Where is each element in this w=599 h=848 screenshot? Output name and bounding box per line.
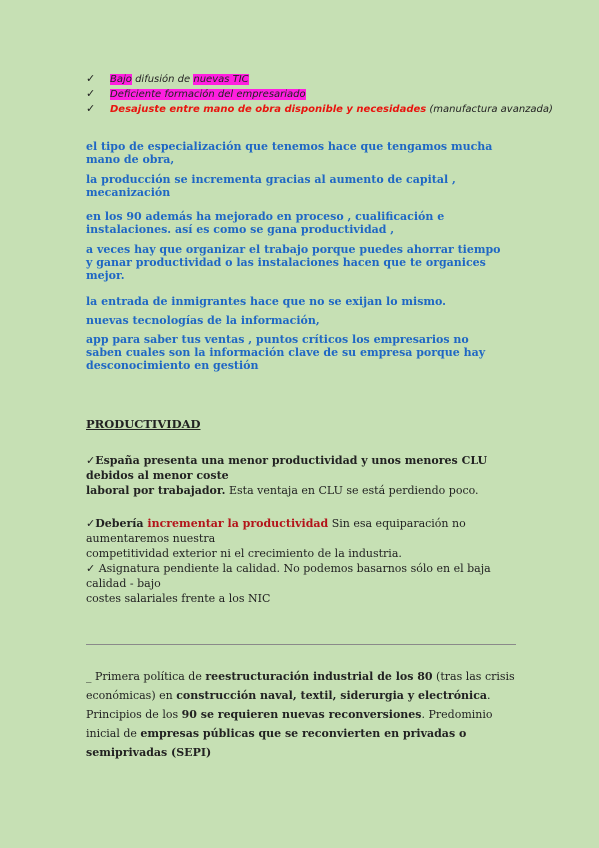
- check-icon: ✓: [86, 517, 96, 530]
- bullet-text: difusión de: [131, 74, 194, 85]
- highlighted-text: nuevas TIC: [193, 74, 249, 85]
- note-line: nuevas tecnologías de la información,: [86, 314, 320, 327]
- check-icon: ✓: [86, 102, 96, 115]
- bullet-item: [86, 87, 306, 100]
- check-icon: ✓: [86, 87, 96, 100]
- body-text: costes salariales frente a los NIC: [86, 592, 271, 605]
- red-bold-text: incrementar la productividad: [147, 517, 329, 530]
- bold-text: España presenta una menor productividad y unos menores CLU debidos al menor coste: [86, 454, 488, 482]
- body-text: _ Primera política de: [86, 670, 206, 683]
- highlighted-text: Deficiente formación del empresariado: [110, 89, 306, 100]
- highlighted-text: Bajo: [110, 74, 132, 85]
- body-text: inicial de: [86, 727, 141, 740]
- body-text: competitividad exterior ni el crecimiento de la industria.: [86, 547, 402, 560]
- bold-text: laboral por trabajador.: [86, 484, 226, 497]
- note-line: app para saber tus ventas , puntos críticos los empresarios no saben cuales son la información clave de su empresa porque hay desconocimiento en gestión: [86, 333, 486, 372]
- bullet-text: (manufactura avanzada): [426, 104, 553, 115]
- body-text: Asignatura pendiente la calidad. No podemos basarnos sólo en el baja calidad - bajo: [86, 562, 491, 590]
- red-text: Desajuste entre mano de obra disponible y necesidades: [110, 104, 427, 115]
- note-line: la producción se incrementa gracias al aumento de capital , mecanización: [86, 173, 456, 199]
- check-icon: ✓: [86, 72, 96, 85]
- body-text: .: [487, 689, 491, 702]
- paragraph: [86, 667, 516, 762]
- bold-text: 90 se requieren nuevas reconversiones: [181, 708, 422, 721]
- body-text: (tras las crisis: [432, 670, 515, 683]
- body-text: Principios de los: [86, 708, 182, 721]
- note-line: a veces hay que organizar el trabajo porque puedes ahorrar tiempo y ganar productividad o las instalaciones hacen que te organices mejor.: [86, 243, 501, 282]
- note-line: el tipo de especialización que tenemos hace que tengamos mucha mano de obra,: [86, 140, 493, 166]
- note-line: en los 90 además ha mejorado en proceso , cualificación e instalaciones. así es como se gana productividad ,: [86, 210, 445, 236]
- paragraph: [86, 516, 516, 606]
- body-text: económicas) en: [86, 689, 177, 702]
- body-text: Sin esa equiparación no aumentaremos nuestra: [86, 517, 466, 545]
- paragraph: [86, 453, 516, 498]
- bold-text: reestructuración industrial de los 80: [205, 670, 433, 683]
- note-line: la entrada de inmigrantes hace que no se exijan lo mismo.: [86, 295, 447, 308]
- check-icon: ✓: [86, 454, 96, 467]
- check-icon: ✓: [86, 562, 96, 575]
- section-heading: PRODUCTIVIDAD: [86, 417, 201, 431]
- body-text: Esta ventaja en CLU se está perdiendo poco.: [225, 484, 479, 497]
- bullet-item: [86, 102, 553, 115]
- divider: [86, 644, 516, 645]
- bold-text: empresas públicas que se reconvierten en privadas o semiprivadas (SEPI): [86, 727, 467, 759]
- bold-text: Debería: [95, 517, 148, 530]
- body-text: . Predominio: [421, 708, 493, 721]
- bullet-item: [86, 72, 249, 85]
- bold-text: construcción naval, textil, siderurgia y electrónica: [176, 689, 488, 702]
